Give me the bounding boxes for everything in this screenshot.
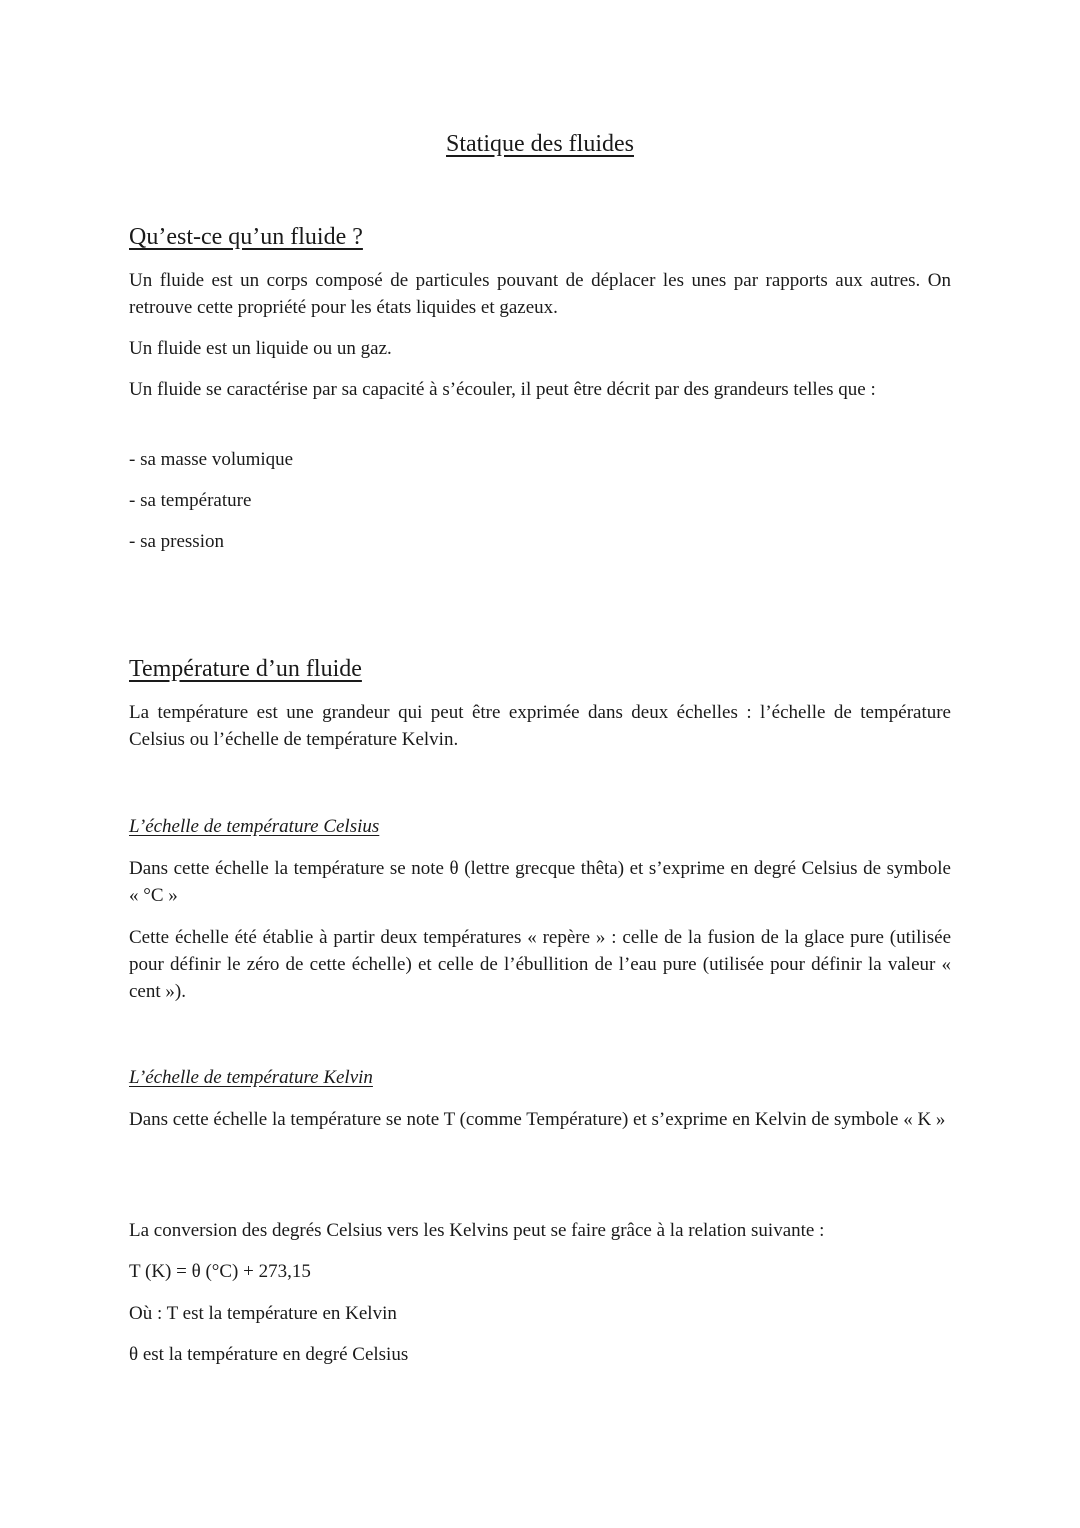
conversion-formula — [129, 1258, 951, 1285]
paragraph-text: Où : T est la température en Kelvin — [129, 1303, 397, 1324]
document-title — [0, 128, 1080, 160]
paragraph-text: La conversion des degrés Celsius vers les Kelvins peut se faire grâce à la relation suivante : — [129, 1220, 825, 1241]
subsection-heading-kelvin — [129, 1065, 951, 1091]
section-heading-text: Qu’est-ce qu’un fluide ? — [129, 224, 363, 250]
document-title-text: Statique des fluides — [446, 131, 634, 157]
paragraph-definition — [129, 267, 951, 321]
formula-text: T (K) = θ (°C) + 273,15 — [129, 1261, 311, 1282]
subsection-heading-celsius — [129, 814, 951, 840]
list-item — [129, 528, 951, 555]
paragraph-text: Un fluide est un corps composé de particules pouvant de déplacer les unes par rapports aux autres. On retrouve cette propriété pour les états liquides et gazeux. — [129, 270, 951, 318]
list-item-text: - sa pression — [129, 531, 224, 552]
paragraph-conversion-intro — [129, 1217, 951, 1244]
section-heading-text: Température d’un fluide — [129, 656, 362, 682]
formula-legend-kelvin — [129, 1300, 951, 1327]
paragraph-temperature-scales — [129, 699, 951, 753]
paragraph-celsius-reference — [129, 924, 951, 1005]
paragraph-celsius-notation — [129, 855, 951, 909]
section-heading-fluid — [129, 221, 951, 253]
paragraph-liquid-gas — [129, 335, 951, 362]
paragraph-text: Dans cette échelle la température se note T (comme Température) et s’exprime en Kelvin de symbole « K » — [129, 1109, 946, 1130]
list-item — [129, 487, 951, 514]
paragraph-text: Dans cette échelle la température se note θ (lettre grecque thêta) et s’exprime en degré Celsius de symbole « °C » — [129, 858, 951, 906]
list-item — [129, 446, 951, 473]
paragraph-text: Cette échelle été établie à partir deux températures « repère » : celle de la fusion de la glace pure (utilisée pour définir le zéro de cette échelle) et celle de l’ébullition de l’eau pure (utilisée pour définir la valeur « cent »). — [129, 927, 951, 1002]
section-heading-temperature — [129, 653, 951, 685]
formula-legend-celsius — [129, 1341, 951, 1368]
paragraph-text: Un fluide est un liquide ou un gaz. — [129, 338, 392, 359]
paragraph-text: Un fluide se caractérise par sa capacité à s’écouler, il peut être décrit par des grandeurs telles que : — [129, 379, 876, 400]
paragraph-text: La température est une grandeur qui peut être exprimée dans deux échelles : l’échelle de température Celsius ou l’échelle de température Kelvin. — [129, 702, 951, 750]
subsection-heading-text: L’échelle de température Celsius — [129, 816, 380, 837]
paragraph-text: θ est la température en degré Celsius — [129, 1344, 409, 1365]
list-item-text: - sa température — [129, 490, 252, 511]
list-item-text: - sa masse volumique — [129, 449, 294, 470]
subsection-heading-text: L’échelle de température Kelvin — [129, 1067, 373, 1088]
paragraph-characteristics — [129, 376, 951, 403]
paragraph-kelvin-notation — [129, 1106, 951, 1133]
